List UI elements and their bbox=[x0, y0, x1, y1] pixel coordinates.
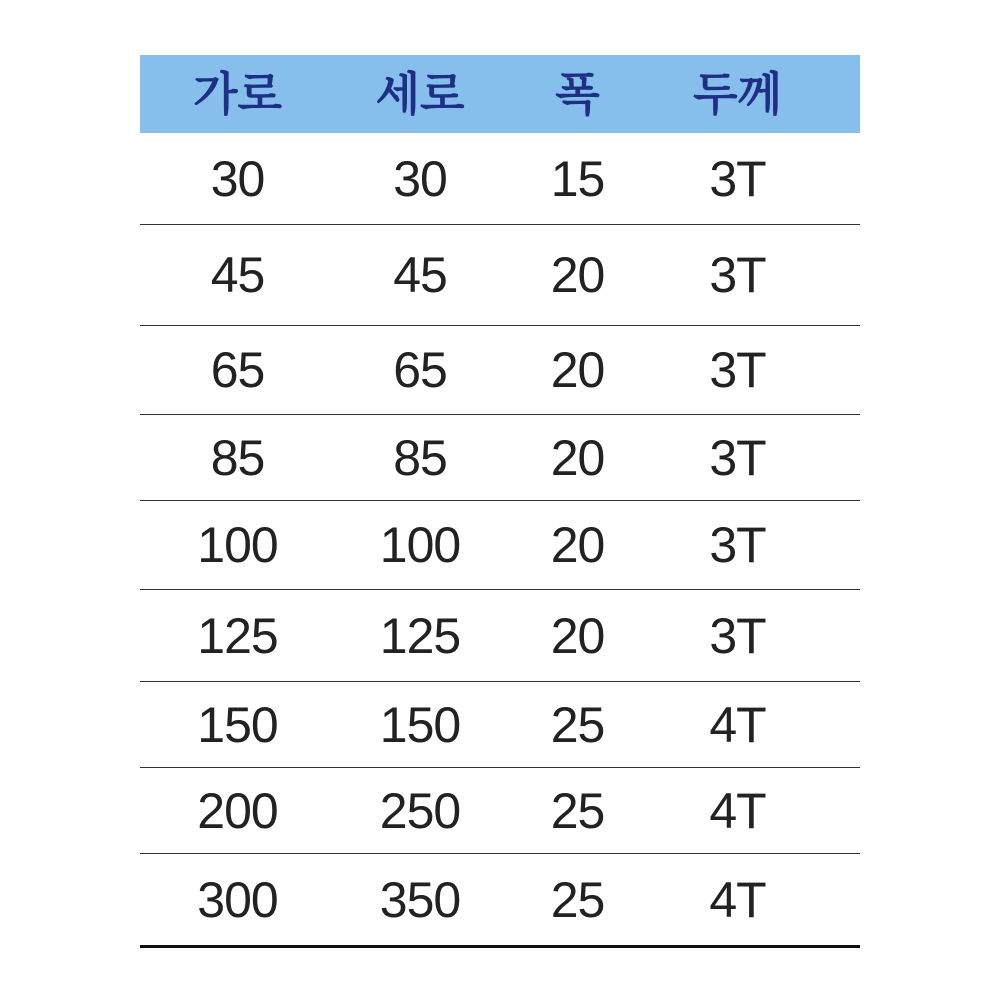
header-thickness: 두께 bbox=[693, 67, 782, 121]
table-row bbox=[140, 590, 860, 682]
cell-length: 350 bbox=[379, 871, 461, 928]
table-row bbox=[140, 501, 860, 590]
cell-length: 250 bbox=[379, 782, 461, 839]
table-header-row bbox=[140, 55, 860, 133]
cell-thickness: 3T bbox=[709, 429, 766, 486]
header-breadth: 폭 bbox=[555, 67, 600, 121]
cell-thickness: 4T bbox=[709, 782, 766, 839]
table-row bbox=[140, 768, 860, 854]
cell-breadth: 20 bbox=[550, 517, 605, 573]
header-length: 세로 bbox=[375, 67, 465, 121]
cell-breadth: 15 bbox=[550, 150, 605, 207]
table-row bbox=[140, 854, 860, 948]
cell-length: 85 bbox=[393, 429, 447, 486]
table-row bbox=[140, 415, 860, 501]
cell-length: 150 bbox=[379, 696, 461, 753]
table-row bbox=[140, 326, 860, 415]
spec-table bbox=[140, 55, 860, 948]
cell-breadth: 20 bbox=[550, 429, 605, 486]
cell-breadth: 20 bbox=[550, 342, 605, 398]
cell-length: 45 bbox=[393, 247, 447, 303]
cell-breadth: 25 bbox=[550, 782, 605, 839]
cell-thickness: 3T bbox=[709, 247, 766, 303]
table-row bbox=[140, 682, 860, 768]
header-width: 가로 bbox=[193, 67, 282, 121]
cell-width: 300 bbox=[197, 871, 278, 928]
cell-breadth: 20 bbox=[550, 607, 605, 664]
cell-thickness: 3T bbox=[709, 342, 766, 398]
cell-width: 30 bbox=[210, 150, 265, 207]
cell-width: 150 bbox=[197, 696, 278, 753]
cell-length: 125 bbox=[379, 607, 461, 664]
table-row bbox=[140, 225, 860, 326]
cell-thickness: 3T bbox=[709, 607, 766, 664]
cell-width: 200 bbox=[197, 782, 278, 839]
cell-thickness: 3T bbox=[709, 517, 766, 573]
table-row bbox=[140, 133, 860, 225]
cell-width: 45 bbox=[210, 247, 265, 303]
cell-breadth: 25 bbox=[550, 696, 605, 753]
cell-length: 65 bbox=[393, 342, 447, 398]
cell-length: 100 bbox=[379, 517, 461, 573]
cell-width: 100 bbox=[197, 517, 278, 573]
cell-width: 65 bbox=[210, 342, 265, 398]
cell-thickness: 4T bbox=[709, 871, 766, 928]
cell-width: 125 bbox=[197, 607, 278, 664]
cell-breadth: 25 bbox=[550, 871, 605, 928]
cell-breadth: 20 bbox=[550, 247, 605, 303]
cell-thickness: 4T bbox=[709, 696, 766, 753]
cell-width: 85 bbox=[210, 429, 265, 486]
cell-length: 30 bbox=[393, 150, 447, 207]
cell-thickness: 3T bbox=[709, 150, 766, 207]
